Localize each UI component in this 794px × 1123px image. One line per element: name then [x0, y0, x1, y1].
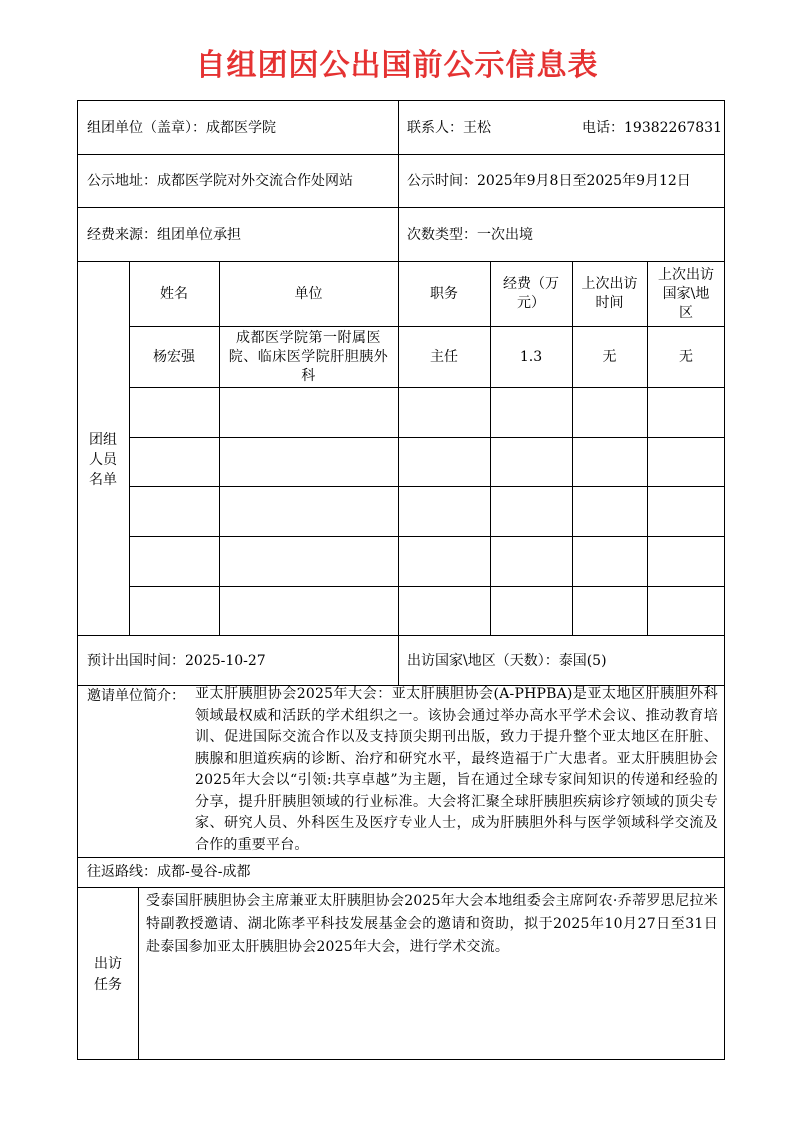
phone-field: [582, 119, 722, 137]
destination-label: 出访国家\地区（天数）：: [407, 653, 559, 669]
funding-value: 组团单位承担: [157, 227, 241, 243]
address-field: [87, 172, 353, 190]
row-divider: [77, 154, 725, 155]
period-label: 公示时间：: [407, 173, 477, 189]
phone-value: 19382267831: [624, 120, 722, 136]
row-divider: [77, 887, 725, 888]
departure-value: 2025-10-27: [185, 653, 266, 669]
org-field: [87, 119, 276, 137]
period-value: 2025年9月8日至2025年9月12日: [477, 173, 691, 189]
org-label: 组团单位（盖章）：: [87, 120, 206, 136]
member-name: 杨宏强: [153, 348, 195, 365]
member-last-time: 无: [602, 348, 617, 365]
phone-label: 电话：: [582, 120, 624, 136]
header-last-time: 上次出访时间: [581, 276, 638, 311]
route-label: 往返路线：: [87, 864, 157, 880]
funding-label: 经费来源：: [87, 227, 157, 243]
route-value: 成都-曼谷-成都: [157, 864, 251, 880]
members-section-label: 团组人员名单: [89, 432, 117, 488]
trip-type-field: [407, 226, 533, 244]
col-divider: [398, 635, 399, 685]
header-unit: 单位: [294, 285, 323, 302]
trip-type-label: 次数类型：: [407, 227, 477, 243]
row-divider: [77, 857, 725, 858]
departure-label: 预计出国时间：: [87, 653, 185, 669]
trip-type-value: 一次出境: [477, 227, 533, 243]
route-field: [87, 863, 250, 881]
member-position: 主任: [430, 348, 458, 365]
funding-field: [87, 226, 241, 244]
mission-text: 受泰国肝胰胆协会主席兼亚太肝胰胆协会2025年大会本地组委会主席阿农·乔蒂罗思尼拉米特副教授邀请、湖北陈孝平科技发展基金会的邀请和资助，拟于2025年10月27日至31日赴泰国参加亚太肝胰胆协会2025年大会，进行学术交流。: [146, 893, 718, 955]
col-divider: [398, 100, 399, 261]
destination-value: 泰国(5): [558, 653, 607, 669]
address-label: 公示地址：: [87, 173, 157, 189]
member-last-country: 无: [679, 348, 693, 365]
address-value: 成都医学院对外交流合作处网站: [157, 173, 353, 189]
destination-field: [407, 652, 607, 670]
header-cost: 经费（万元）: [503, 276, 559, 311]
header-last-country: 上次出访国家\地区: [658, 266, 714, 321]
mission-label: 出访任务: [94, 956, 122, 993]
contact-value: 王松: [463, 120, 491, 136]
inviter-text: 亚太肝胰胆协会2025年大会：亚太肝胰胆协会(A-PHPBA)是亚太地区肝胰胆外科领域最权威和活跃的学术组织之一。该协会通过举办高水平学术会议、推动教育培训、促进国际交流合作以及支持顶尖期刊出版，致力于提升整个亚太地区在肝脏、胰腺和胆道疾病的诊断、治疗和研究水平，最终造福于广大患者。亚太肝胰胆协会2025年大会以“引领:共享卓越”为主题，旨在通过全球专家间知识的传递和经验的分享，提升肝胰胆领域的行业标准。大会将汇聚全球肝胰胆疾病诊疗领域的顶尖专家、研究人员、外科医生及医疗专业人士，成为肝胰胆外科与医学领域科学交流及合作的重要平台。: [195, 686, 718, 853]
contact-label: 联系人：: [407, 120, 463, 136]
member-cost: 1.3: [519, 348, 543, 365]
period-field: [407, 172, 691, 190]
row-divider: [77, 207, 725, 208]
header-position: 职务: [430, 285, 458, 302]
org-value: 成都医学院: [206, 120, 276, 136]
departure-field: [87, 652, 266, 670]
member-unit: 成都医学院第一附属医院、临床医学院肝胆胰外科: [228, 329, 389, 384]
header-name: 姓名: [160, 285, 188, 302]
inviter-label: 邀请单位简介：: [87, 688, 185, 704]
page-title: 自组团因公出国前公示信息表: [195, 48, 599, 83]
contact-field: [407, 119, 491, 137]
row-divider: [77, 635, 725, 636]
col-divider: [138, 887, 139, 1060]
